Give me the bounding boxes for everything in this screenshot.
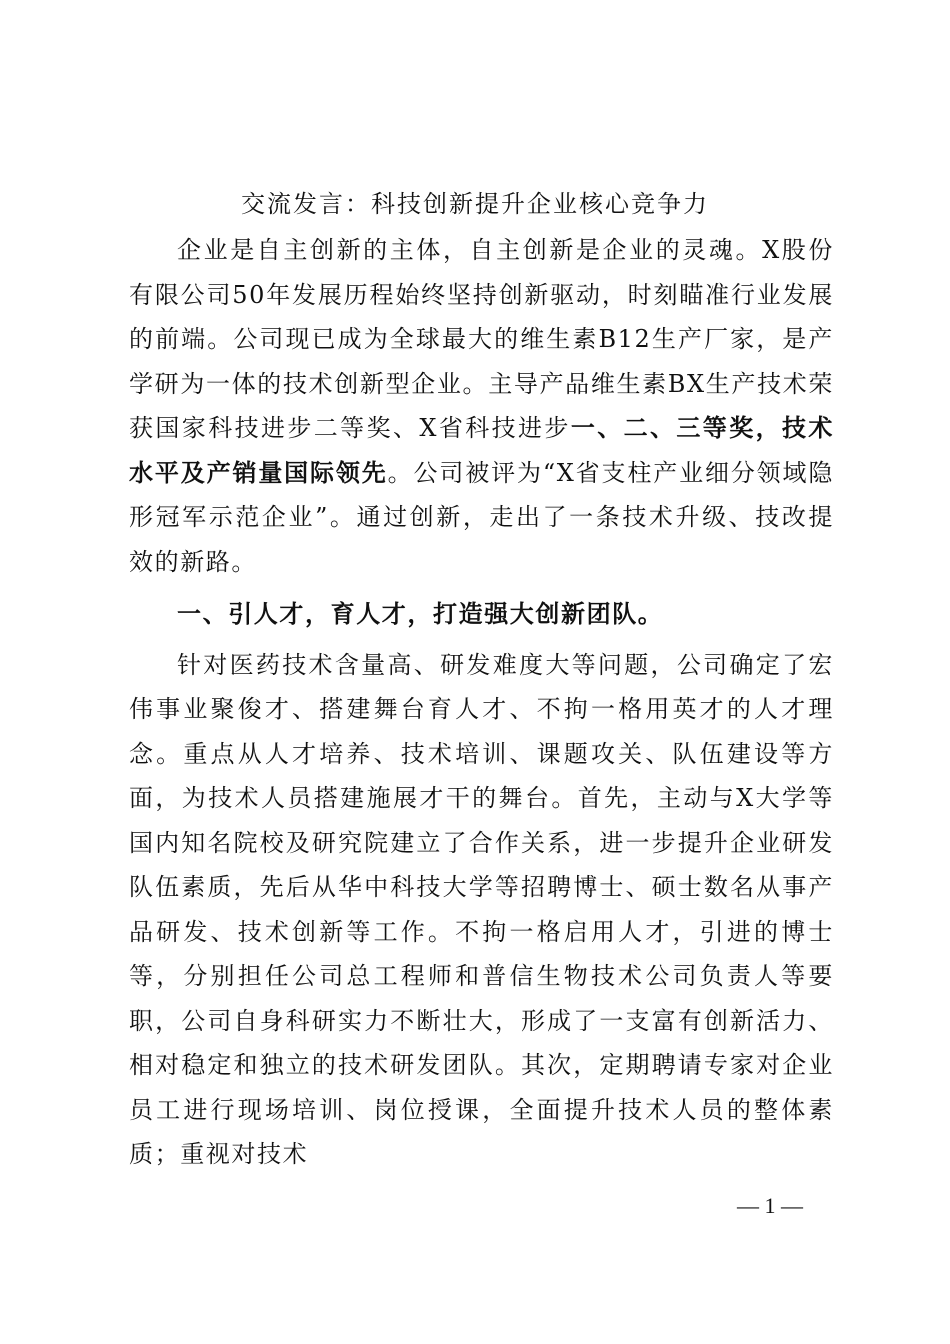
- paragraph-intro-text: 企业是自主创新的主体，自主创新是企业的灵魂。X股份有限公司50年发展历程始终坚持创新驱动，时刻瞄准行业发展的前端。公司现已成为全球最大的维生素B12生产厂家，是产学研为一体的技术创新型企业。主导产品维生素BX生产技术荣获国家科技进步二等奖、X省科技进步: [129, 236, 834, 442]
- paragraph-intro: [129, 228, 834, 584]
- paragraph-intro-bold: 一、二、三等奖，技术水平及产销量国际领先: [129, 414, 834, 487]
- document-title: 交流发言：科技创新提升企业核心竞争力: [241, 190, 709, 218]
- page-number: — 1 —: [737, 1193, 803, 1218]
- section-heading-1: 一、引人才，育人才，打造强大创新团队。: [177, 600, 664, 628]
- paragraph-talent: 针对医药技术含量高、研发难度大等问题，公司确定了宏伟事业聚俊才、搭建舞台育人才、不拘一格用英才的人才理念。重点从人才培养、技术培训、课题攻关、队伍建设等方面，为技术人员搭建施展才干的舞台。首先，主动与X大学等国内知名院校及研究院建立了合作关系，进一步提升企业研发队伍素质，先后从华中科技大学等招聘博士、硕士数名从事产品研发、技术创新等工作。不拘一格启用人才，引进的博士等，分别担任公司总工程师和普信生物技术公司负责人等要职，公司自身科研实力不断壮大，形成了一支富有创新活力、相对稳定和独立的技术研发团队。其次，定期聘请专家对企业员工进行现场培训、岗位授课，全面提升技术人员的整体素质；重视对技术: [129, 650, 834, 1168]
- document-body: [129, 228, 834, 1177]
- paragraph-intro-text-end: 。公司被评为“X省支柱产业细分领域隐形冠军示范企业”。通过创新，走出了一条技术升级、技改提效的新路。: [129, 458, 835, 576]
